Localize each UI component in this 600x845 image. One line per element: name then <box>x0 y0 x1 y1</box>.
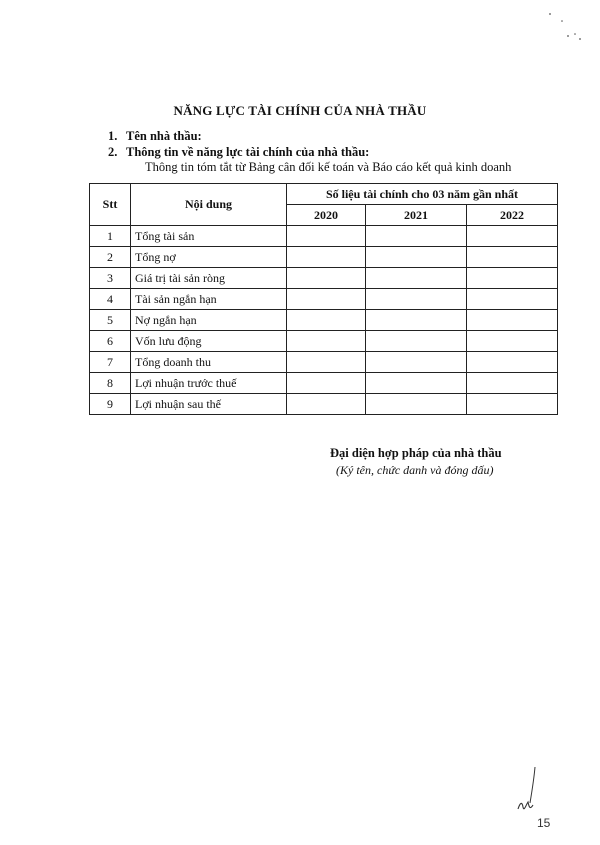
row-stt: 3 <box>90 268 131 289</box>
header-year-2022: 2022 <box>467 205 558 226</box>
row-stt: 8 <box>90 373 131 394</box>
header-year-2021: 2021 <box>366 205 467 226</box>
handwritten-initials <box>513 765 547 817</box>
item-financial-info <box>108 145 369 160</box>
cell-2022 <box>467 373 558 394</box>
row-label: Nợ ngắn hạn <box>131 310 287 331</box>
item-number: 1. <box>108 129 118 143</box>
cell-2021 <box>366 247 467 268</box>
table-header-row <box>90 184 558 205</box>
cell-2020 <box>287 352 366 373</box>
summary-line: Thông tin tóm tắt từ Bảng cân đối kế toán và Báo cáo kết quả kinh doanh <box>145 160 512 174</box>
table-row <box>90 289 558 310</box>
cell-2020 <box>287 226 366 247</box>
row-label: Vốn lưu động <box>131 331 287 352</box>
item-text: Tên nhà thầu: <box>126 129 202 143</box>
cell-2022 <box>467 226 558 247</box>
item-text: Thông tin về năng lực tài chính của nhà thầu: <box>126 145 370 159</box>
cell-2020 <box>287 247 366 268</box>
row-label: Lợi nhuận trước thuế <box>131 373 287 394</box>
signature-note: (Ký tên, chức danh và đóng dấu) <box>336 463 494 477</box>
row-label: Tổng doanh thu <box>131 352 287 373</box>
cell-2020 <box>287 394 366 415</box>
row-label: Tổng nợ <box>131 247 287 268</box>
row-label: Tổng tài sản <box>131 226 287 247</box>
row-stt: 6 <box>90 331 131 352</box>
cell-2020 <box>287 310 366 331</box>
cell-2022 <box>467 289 558 310</box>
table-row <box>90 352 558 373</box>
cell-2020 <box>287 289 366 310</box>
page-title: NĂNG LỰC TÀI CHÍNH CỦA NHÀ THẦU <box>173 103 427 118</box>
cell-2022 <box>467 310 558 331</box>
cell-2022 <box>467 247 558 268</box>
header-stt: Stt <box>90 184 131 226</box>
table-row <box>90 226 558 247</box>
cell-2022 <box>467 394 558 415</box>
cell-2021 <box>366 331 467 352</box>
financial-table <box>89 183 558 415</box>
cell-2021 <box>366 310 467 331</box>
cell-2021 <box>366 268 467 289</box>
cell-2020 <box>287 331 366 352</box>
table-row <box>90 247 558 268</box>
row-stt: 1 <box>90 226 131 247</box>
row-stt: 9 <box>90 394 131 415</box>
row-stt: 5 <box>90 310 131 331</box>
row-stt: 7 <box>90 352 131 373</box>
cell-2021 <box>366 289 467 310</box>
cell-2020 <box>287 268 366 289</box>
table-row <box>90 373 558 394</box>
row-label: Lợi nhuận sau thế <box>131 394 287 415</box>
header-year-2020: 2020 <box>287 205 366 226</box>
cell-2020 <box>287 373 366 394</box>
cell-2021 <box>366 226 467 247</box>
page-number: 15 <box>537 816 551 830</box>
cell-2021 <box>366 394 467 415</box>
cell-2022 <box>467 331 558 352</box>
cell-2022 <box>467 268 558 289</box>
header-year-group: Số liệu tài chính cho 03 năm gần nhất <box>287 184 558 205</box>
item-number: 2. <box>108 145 118 159</box>
cell-2021 <box>366 352 467 373</box>
table-row <box>90 268 558 289</box>
table-row <box>90 310 558 331</box>
table-row <box>90 331 558 352</box>
cell-2021 <box>366 373 467 394</box>
header-content: Nội dung <box>131 184 287 226</box>
cell-2022 <box>467 352 558 373</box>
row-label: Tài sản ngắn hạn <box>131 289 287 310</box>
item-contractor-name <box>108 129 202 144</box>
row-label: Giá trị tài sản ròng <box>131 268 287 289</box>
scan-specks <box>544 10 584 44</box>
row-stt: 2 <box>90 247 131 268</box>
signature-title: Đại diện hợp pháp của nhà thầu <box>330 446 502 460</box>
table-row <box>90 394 558 415</box>
row-stt: 4 <box>90 289 131 310</box>
